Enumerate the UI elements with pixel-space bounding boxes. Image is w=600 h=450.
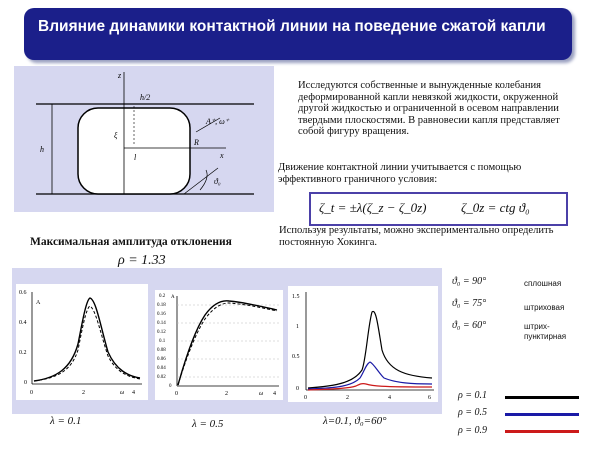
plot-2-ytick: 0.14 [157, 321, 166, 326]
a-omega-label: A⁺, ω⁺ [206, 117, 229, 126]
theta0-label: ϑ₀ [214, 177, 221, 186]
theta-legend-75: ϑ₀ = 75° [452, 298, 487, 309]
plot-2-ytick: 0.08 [157, 348, 166, 353]
rho-legend-line-0-1 [505, 396, 579, 399]
plot-lambda-0-5 [155, 290, 283, 400]
plot-3-xtick: 0 [304, 395, 307, 401]
drop-diagram-panel [14, 66, 274, 212]
plot-2-xtick: 0 [175, 391, 178, 397]
plot-3-xtick: 2 [346, 395, 349, 401]
plot-1-ytick: 0.4 [19, 320, 27, 326]
drop-shape [78, 108, 190, 194]
rho-legend-0-5: ρ = 0.5 [458, 407, 488, 418]
r-label: R [194, 138, 199, 147]
theta-legend-75-style: штриховая [524, 303, 565, 312]
boundary-condition-text: Движение контактной линии учитывается с помощью эффективного граничного условия: [278, 162, 522, 185]
plot-2-ytick: 0.1 [159, 339, 166, 344]
plot-2-ytick: 0.04 [157, 366, 166, 371]
plot-3-svg [288, 286, 438, 402]
plot-2-ytick: 0.18 [157, 303, 166, 308]
drop-diagram [14, 66, 274, 212]
plot-1-svg [16, 284, 148, 400]
amplitude-heading: Максимальная амплитуда отклонения [30, 236, 232, 248]
plot-2-ytick: 0.16 [157, 312, 166, 317]
plot-2-ylabel: A [171, 295, 175, 300]
xi-label: ξ [114, 131, 118, 140]
plot-lambda-0-1 [16, 284, 148, 400]
x-label: x [220, 151, 224, 160]
plot-2-xtick: 2 [225, 391, 228, 397]
plot-3-curve-rho-0-9 [308, 384, 432, 390]
plot-1-ylabel: A [36, 300, 41, 306]
description-text: Исследуются собственные и вынужденные колебания деформированной капли невязкой жидкости, окруженной другой жидкостью и ограниченной в осевом направлении твердыми плоскостями. В равновесии капля представляет собой фигуру вращения. [298, 80, 560, 138]
contact-angle-arc [200, 170, 207, 190]
plot-1-xtick: 4 [132, 390, 135, 396]
plot-3-ytick: 1 [296, 324, 299, 330]
plot-1-xlabel: ω [120, 390, 125, 396]
plot-1-caption: λ = 0.1 [50, 415, 82, 427]
plot-2-ytick: 0.12 [157, 330, 166, 335]
formula-right: ζ_0z = ctg ϑ₀ [461, 200, 530, 215]
plot-1-xtick: 0 [30, 390, 33, 396]
plot-2-ytick: 0 [169, 384, 172, 389]
rho-value: ρ = 1.33 [118, 253, 166, 268]
rho-legend-line-0-9 [505, 430, 579, 433]
formula-left: ζ_t = ±λ(ζ_z − ζ_0z) [319, 200, 427, 215]
plot-1-ytick: 0.6 [19, 290, 27, 296]
plot-1-curve-solid [34, 298, 140, 381]
plot-3-ytick: 1.5 [292, 294, 300, 300]
plot-2-svg [155, 290, 283, 400]
formula-box [309, 192, 568, 226]
h-label: h [40, 145, 44, 154]
rho-legend-0-1: ρ = 0.1 [458, 390, 488, 401]
plot-3-caption: λ=0.1, ϑ₀=60° [323, 415, 387, 427]
theta-legend-60-style: штрих-пунктирная [524, 322, 567, 341]
h-half-label: h/2 [140, 93, 151, 102]
plot-3-ytick: 0.5 [292, 354, 300, 360]
theta-legend-90-style: сплошная [524, 279, 562, 288]
plot-2-ytick: 0.2 [159, 294, 166, 299]
rho-legend-0-9: ρ = 0.9 [458, 425, 488, 436]
plot-3-xtick: 4 [388, 395, 391, 401]
plot-3-xtick: 6 [428, 395, 431, 401]
plot-1-ytick: 0.2 [19, 350, 27, 356]
rho-legend-line-0-5 [505, 413, 579, 416]
plot-2-caption: λ = 0.5 [192, 418, 224, 430]
plot-2-curve-dashed [178, 303, 277, 385]
plot-2-curve-solid [178, 301, 277, 385]
result-text: Используя результаты, можно экспериментально определить постоянную Хокинга. [279, 225, 554, 248]
plot-2-ytick: 0.06 [157, 357, 166, 362]
plot-3-curve-rho-0-1 [308, 311, 432, 388]
plot-1-xtick: 2 [82, 390, 85, 396]
theta-legend-60: ϑ₀ = 60° [452, 320, 487, 331]
plot-1-curve-dashed [34, 306, 140, 381]
plot-2-xtick: 4 [273, 391, 276, 397]
plot-3-ytick: 0 [296, 386, 299, 392]
plot-2-ytick: 0.02 [157, 375, 166, 380]
plot-2-xlabel: ω [259, 391, 264, 397]
z-label: z [118, 71, 122, 80]
plot-1-ytick: 0 [24, 380, 27, 386]
page-title: Влияние динамики контактной линии на поведение сжатой капли [38, 18, 546, 35]
title-banner [24, 8, 572, 60]
theta-legend-90: ϑ₀ = 90° [452, 276, 487, 287]
plot-lambda-0-1-theta-60 [288, 286, 438, 402]
l-label: l [134, 153, 137, 162]
